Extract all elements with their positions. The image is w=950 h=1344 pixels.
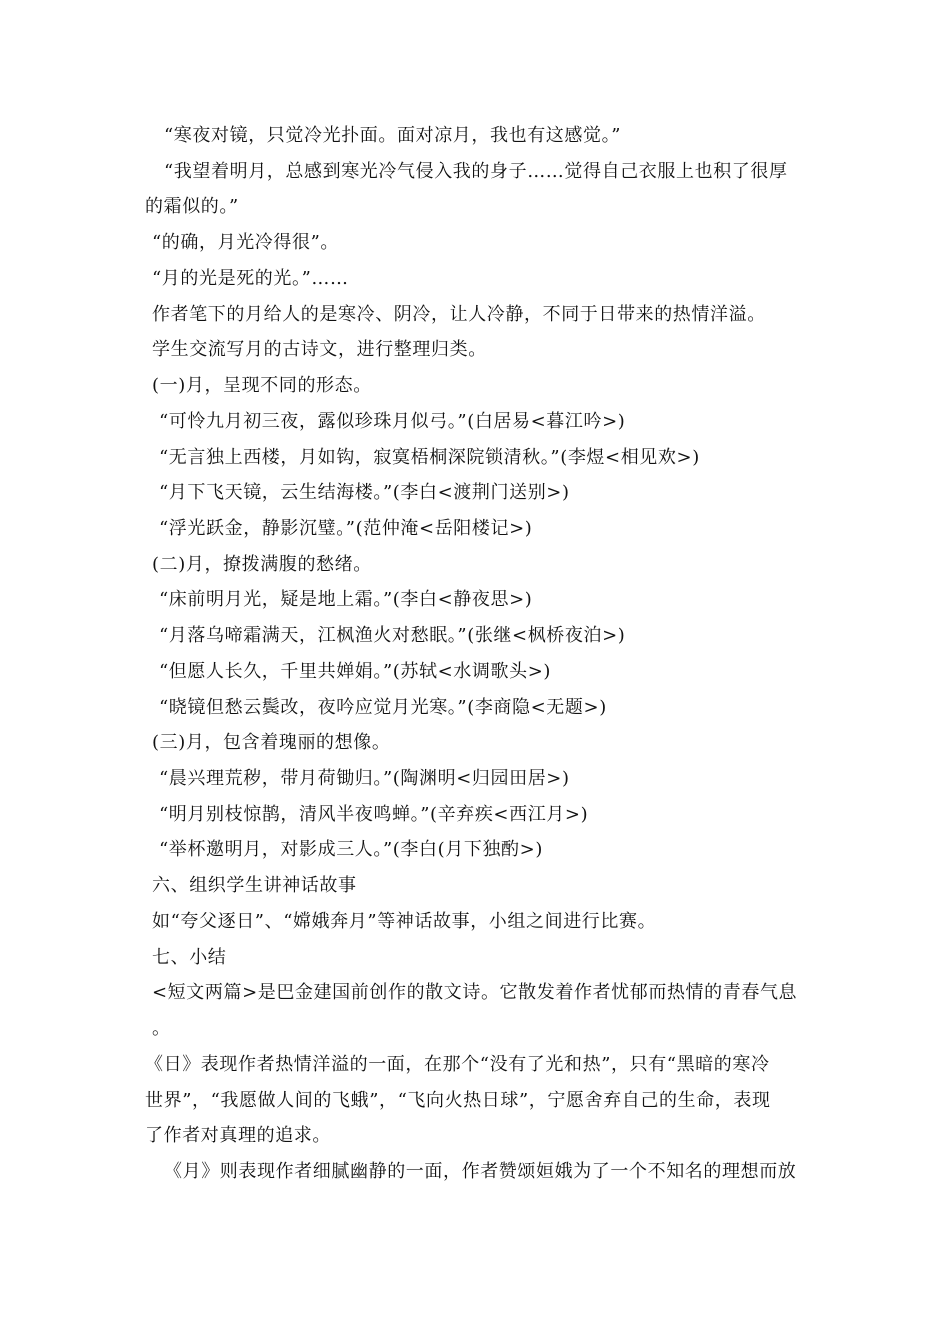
summary-paragraph: 作者笔下的月给人的是寒冷、阴冷，让人冷静，不同于日带来的热情洋溢。 (152, 304, 766, 325)
dialogue-line-2: “我望着明月，总感到寒光冷气侵入我的身子……觉得自己衣服上也积了很厚 (164, 161, 788, 182)
poem-quote-3: “月下飞天镜，云生结海楼。”(李白<渡荆门送别>) (159, 482, 570, 503)
poem-quote-1: “可怜九月初三夜，露似珍珠月似弓。”(白居易<暮江吟>) (159, 411, 626, 432)
section-heading-6: 六、组织学生讲神话故事 (152, 875, 357, 896)
poem-quote-4: “浮光跃金，静影沉璧。”(范仲淹<岳阳楼记>) (159, 518, 533, 539)
poem-quote-7: “但愿人长久，千里共婵娟。”(苏轼<水调歌头>) (159, 661, 552, 682)
dialogue-line-4: “月的光是死的光。”…… (152, 268, 349, 289)
poem-quote-8: “晓镜但愁云鬓改，夜吟应觉月光寒。”(李商隐<无题>) (159, 697, 607, 718)
section-6-paragraph: 如“夸父逐日”、“嫦娥奔月”等神话故事，小组之间进行比赛。 (152, 911, 657, 932)
category-heading-1: (一)月，呈现不同的形态。 (152, 375, 372, 396)
poem-quote-5: “床前明月光，疑是地上霜。”(李白<静夜思>) (159, 589, 533, 610)
conclusion-line-1-cont: 。 (152, 1018, 171, 1039)
dialogue-line-3: “的确，月光冷得很”。 (152, 232, 340, 253)
category-heading-2: (二)月，撩拨满腹的愁绪。 (152, 554, 372, 575)
conclusion-line-1: <短文两篇>是巴金建国前创作的散文诗。它散发着作者忧郁而热情的青春气息 (152, 982, 798, 1003)
sun-paragraph-line-2: 世界”，“我愿做人间的飞蛾”，“飞向火热日球”，宁愿舍弃自己的生命，表现 (145, 1090, 771, 1111)
poem-quote-2: “无言独上西楼，月如钩，寂寞梧桐深院锁清秋。”(李煜<相见欢>) (159, 447, 700, 468)
sun-paragraph-line-3: 了作者对真理的追求。 (145, 1125, 331, 1146)
section-heading-7: 七、小结 (152, 947, 227, 968)
moon-paragraph-line-1: 《月》则表现作者细腻幽静的一面，作者赞颂姮娥为了一个不知名的理想而放 (164, 1161, 797, 1182)
poem-quote-9: “晨兴理荒秽，带月荷锄归。”(陶渊明<归园田居>) (159, 768, 570, 789)
poem-quote-11: “举杯邀明月，对影成三人。”(李白(月下独酌>) (159, 839, 543, 860)
dialogue-line-1: “寒夜对镜，只觉冷光扑面。面对凉月，我也有这感觉。” (164, 125, 622, 146)
sun-paragraph-line-1: 《日》表现作者热情洋溢的一面，在那个“没有了光和热”，只有“黑暗的寒冷 (145, 1054, 770, 1075)
dialogue-line-2-cont: 的霜似的。” (145, 196, 239, 217)
activity-paragraph: 学生交流写月的古诗文，进行整理归类。 (152, 339, 487, 360)
category-heading-3: (三)月，包含着瑰丽的想像。 (152, 732, 391, 753)
poem-quote-6: “月落乌啼霜满天，江枫渔火对愁眠。”(张继<枫桥夜泊>) (159, 625, 626, 646)
poem-quote-10: “明月别枝惊鹊，清风半夜鸣蝉。”(辛弃疾<西江月>) (159, 804, 589, 825)
